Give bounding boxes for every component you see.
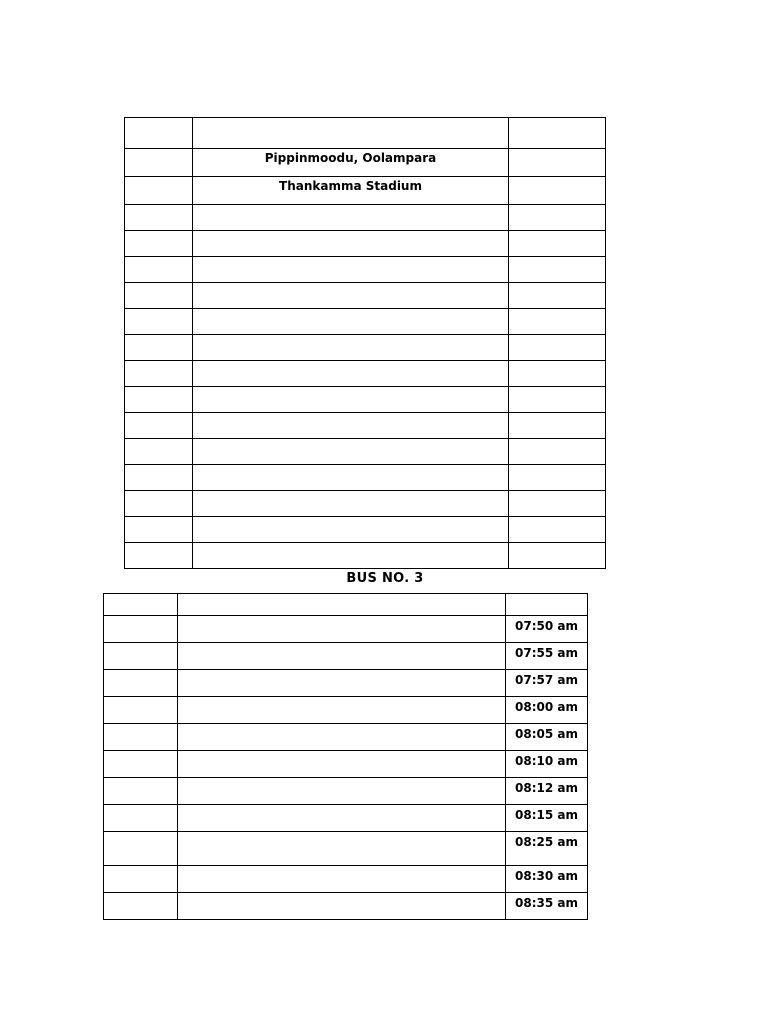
table-row xyxy=(125,231,606,257)
table-row xyxy=(125,118,606,149)
table-row xyxy=(125,543,606,569)
time-cell: 08:05 am xyxy=(506,724,588,751)
table-row xyxy=(125,283,606,309)
table-row xyxy=(104,616,588,643)
table-row xyxy=(125,361,606,387)
time-cell: 07:50 am xyxy=(506,616,588,643)
table-row xyxy=(104,697,588,724)
table-row xyxy=(125,387,606,413)
table-row xyxy=(104,670,588,697)
table-row xyxy=(104,594,588,616)
table-row xyxy=(104,866,588,893)
time-cell: 07:55 am xyxy=(506,643,588,670)
stop-name: Thankamma Stadium xyxy=(193,177,509,205)
time-cell: 08:10 am xyxy=(506,751,588,778)
table-row xyxy=(125,177,606,205)
time-cell: 08:30 am xyxy=(506,866,588,893)
table-row xyxy=(125,309,606,335)
table-row xyxy=(104,778,588,805)
table-row xyxy=(125,465,606,491)
bus-title: BUS NO. 3 xyxy=(346,571,424,586)
table-row xyxy=(104,724,588,751)
table-row xyxy=(125,205,606,231)
time-cell: 08:25 am xyxy=(506,832,588,866)
table-row xyxy=(125,335,606,361)
table-row xyxy=(104,643,588,670)
table-row xyxy=(104,751,588,778)
time-cell: 08:12 am xyxy=(506,778,588,805)
stop-name: Pippinmoodu, Oolampara xyxy=(193,149,509,177)
time-cell: 07:57 am xyxy=(506,670,588,697)
table-row xyxy=(104,805,588,832)
time-cell: 08:00 am xyxy=(506,697,588,724)
table-row xyxy=(125,491,606,517)
time-cell: 08:15 am xyxy=(506,805,588,832)
route-table-1 xyxy=(124,117,606,569)
bus-schedule-table xyxy=(103,593,588,920)
table-row xyxy=(125,149,606,177)
table-row xyxy=(125,439,606,465)
table-row xyxy=(104,893,588,920)
time-cell: 08:35 am xyxy=(506,893,588,920)
table-row xyxy=(104,832,588,866)
table-row xyxy=(125,517,606,543)
table-row xyxy=(125,413,606,439)
table-row xyxy=(125,257,606,283)
